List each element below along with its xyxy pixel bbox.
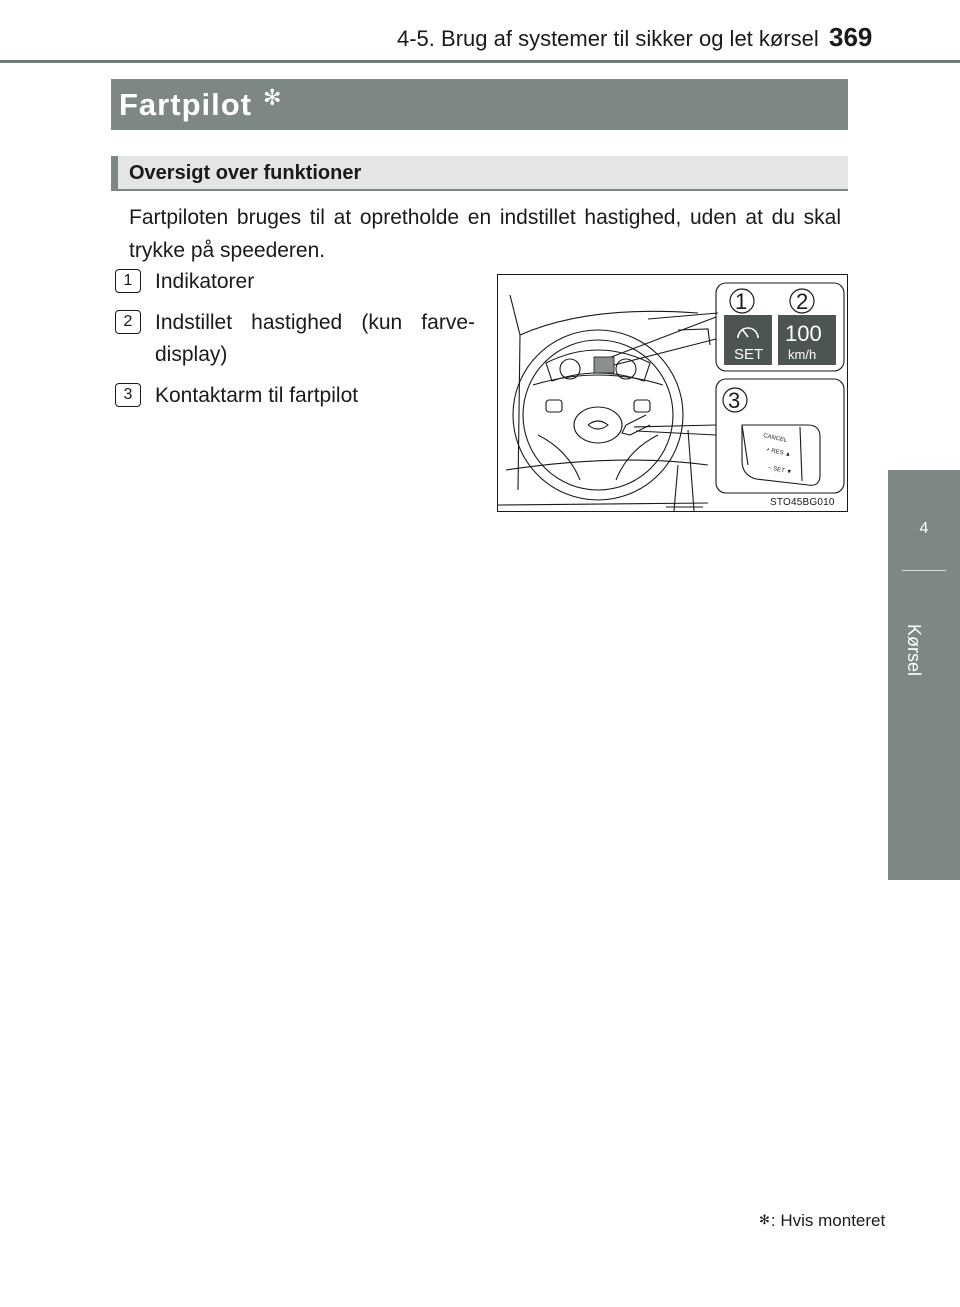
figure-code: STO45BG010 [770,497,835,508]
subsection-heading: Oversigt over funktioner [129,162,362,184]
callout-3: 3 [728,388,741,413]
section-reference: 4-5. Brug af systemer til sikker og let kørsel [397,26,819,51]
lever-cancel-label: CANCEL [762,433,788,445]
header-rule [0,60,960,63]
set-label: SET [734,346,764,363]
lever-res-label: + RES ▲ [765,447,792,459]
chapter-tab [888,470,960,880]
section-title: Fartpilot [119,87,252,122]
lever-set-label: – SET ▼ [767,465,793,476]
list-item [115,266,475,298]
chapter-tab-divider [902,570,946,571]
subsection-bar [111,156,848,191]
page-number: 369 [829,22,873,52]
asterisk-icon: ✻ [263,85,282,110]
list-item-text: Indikatorer [155,270,255,293]
intro-paragraph: Fartpiloten bruges til at opretholde en indstillet hastighed, uden at du skal trykke på speederen. [129,206,841,262]
list-item-text-continued: display) [155,343,228,366]
section-title-bar [111,79,848,130]
footnote-text: : Hvis monteret [770,1211,886,1230]
chapter-number: 4 [919,520,929,537]
list-item-text: Kontaktarm til fartpilot [155,384,359,407]
cruise-control-figure [497,274,848,512]
speed-unit: km/h [788,347,817,362]
running-head [0,0,960,62]
component-list [115,266,475,421]
number-badge: 2 [115,310,141,334]
number-badge: 1 [115,269,141,293]
asterisk-icon: ✻ [759,1212,770,1227]
footnote [759,1211,885,1231]
callout-1: 1 [735,289,748,314]
list-item [115,380,475,412]
number-badge: 3 [115,383,141,407]
list-item-text: Indstillet hastighed (kun farve- [155,311,475,334]
speed-value: 100 [785,321,822,346]
callout-2: 2 [796,289,809,314]
subsection-accent [111,156,118,191]
list-item [115,307,475,371]
dashboard-illustration [498,275,849,513]
chapter-label: Kørsel [904,624,924,677]
